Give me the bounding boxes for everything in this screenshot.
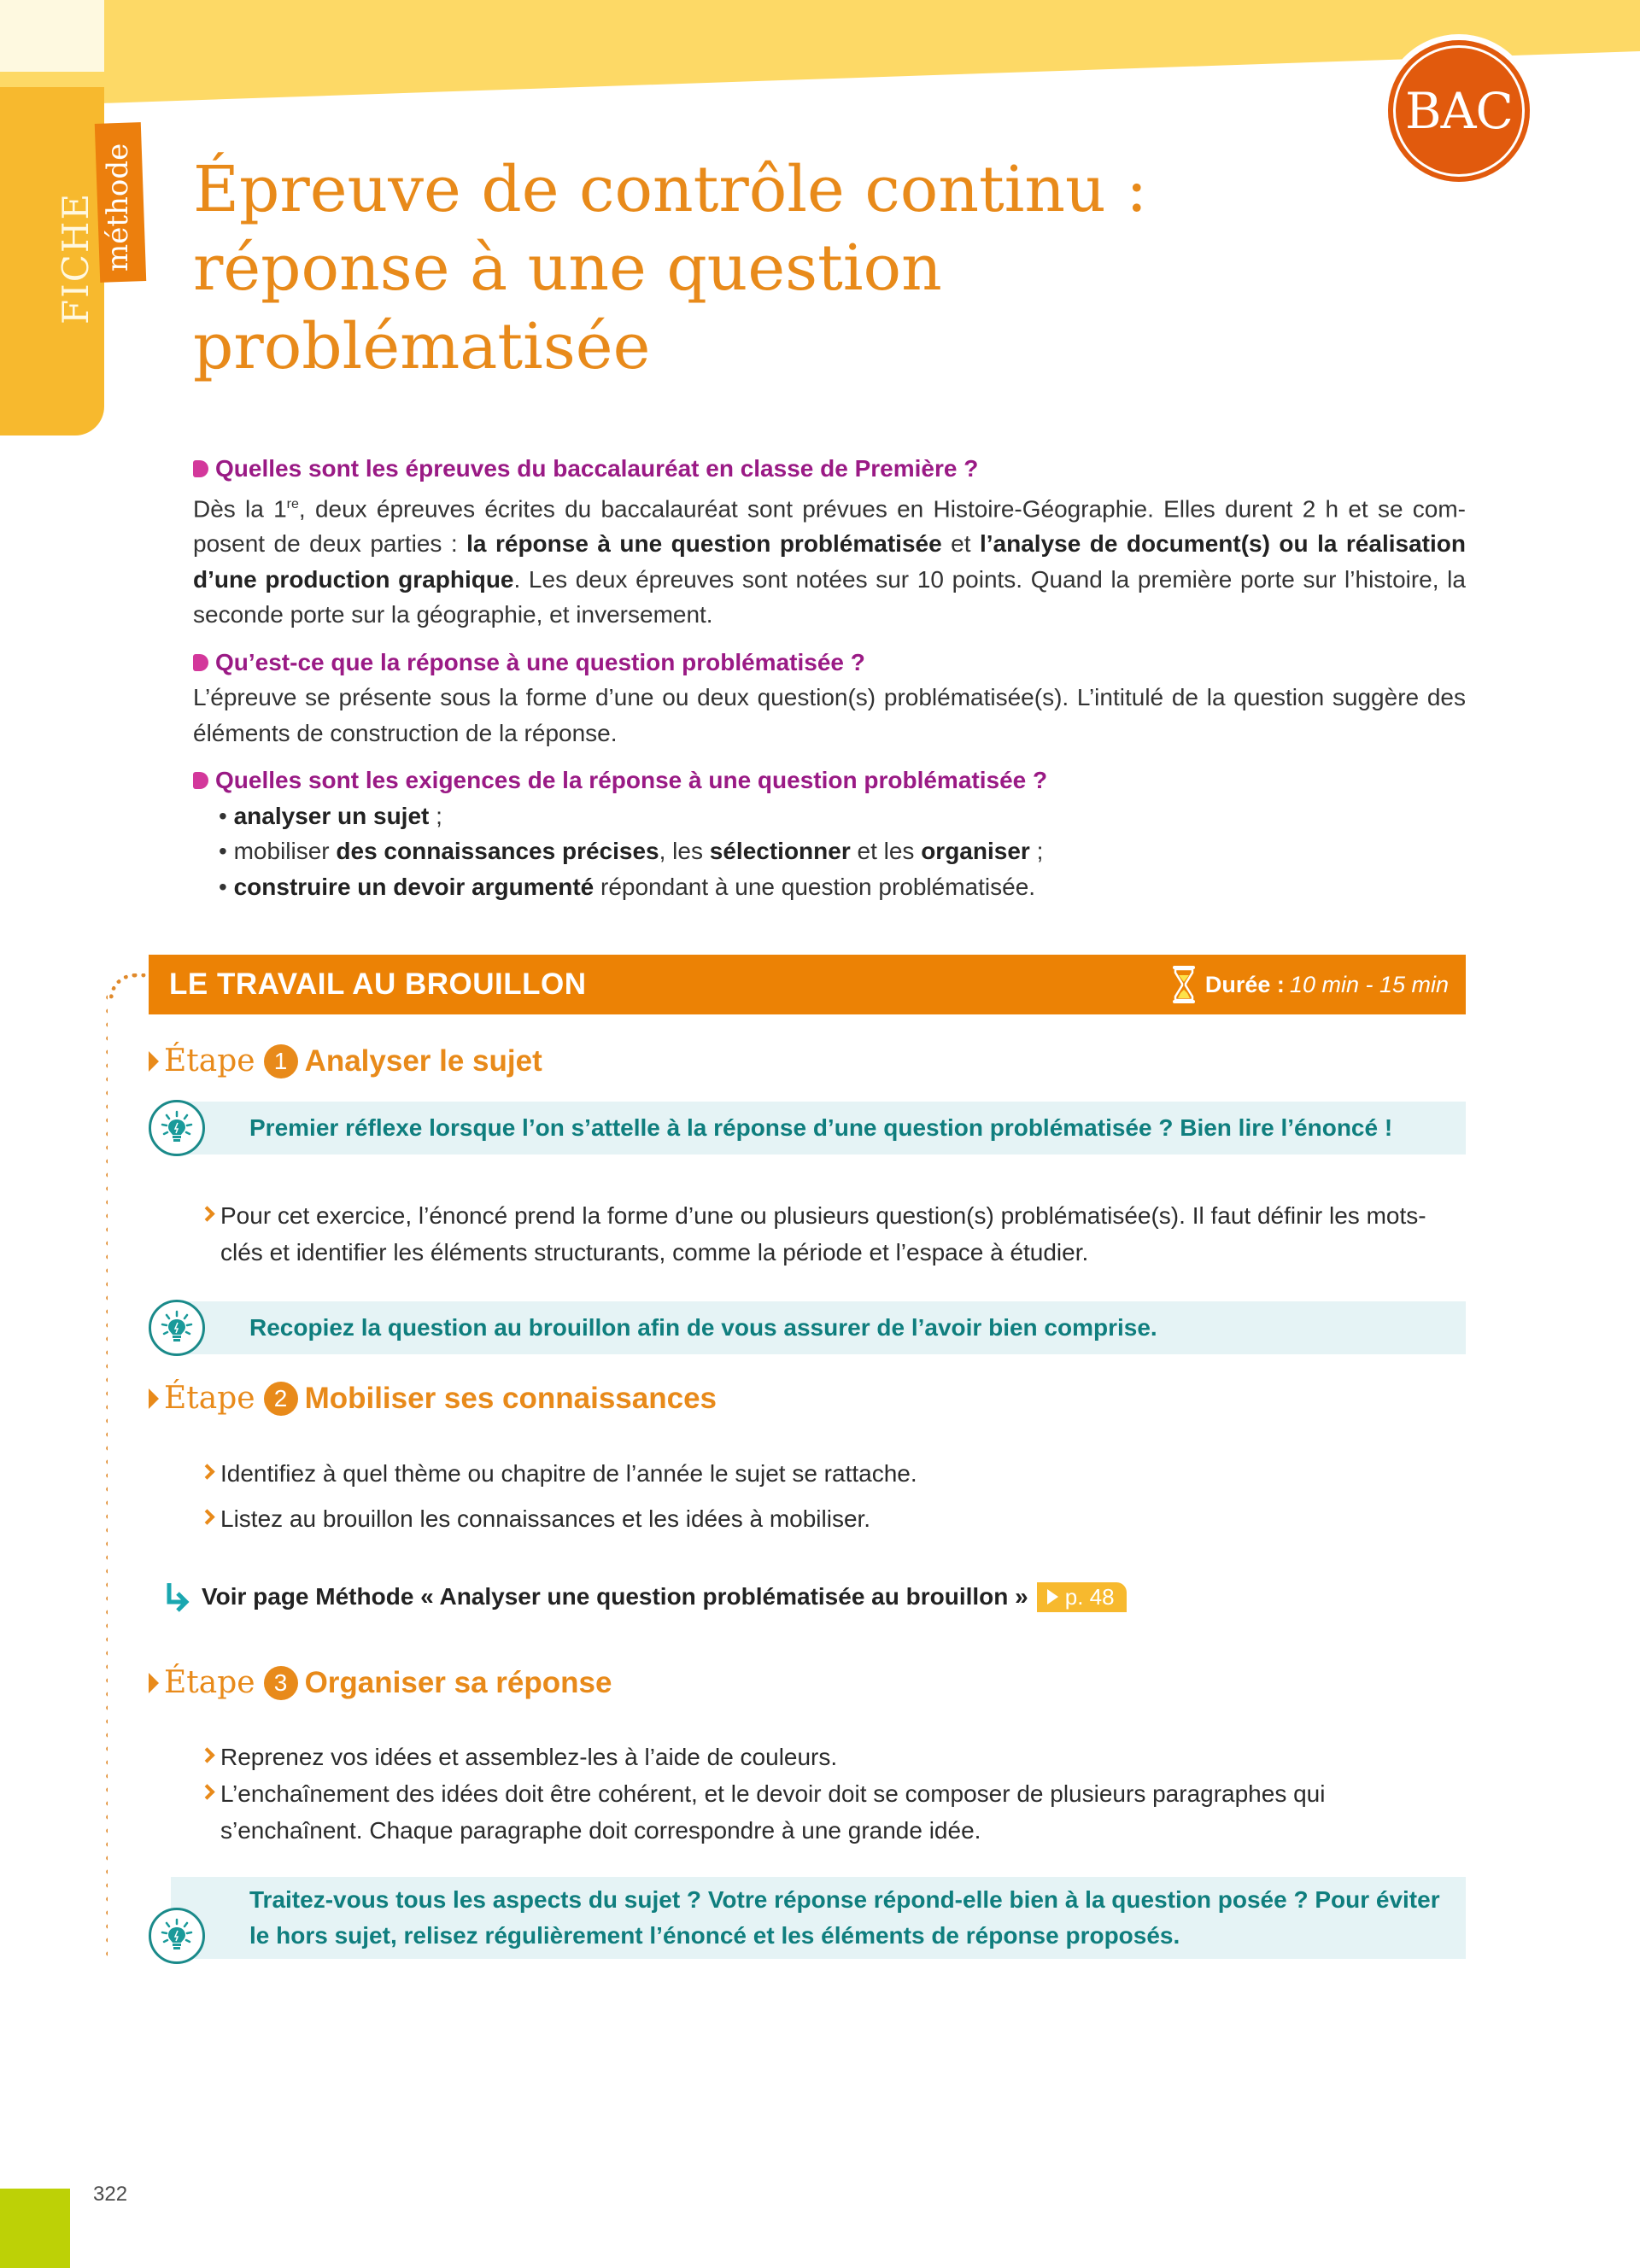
lightbulb-glyph: [158, 1309, 196, 1347]
question-block-3: [193, 763, 1466, 904]
page-reference-badge[interactable]: [1037, 1582, 1127, 1612]
question-block-1: [193, 451, 1466, 633]
bullet-marker-icon: [193, 654, 208, 671]
text: , les: [659, 838, 710, 865]
step-1-points: [198, 1197, 1462, 1271]
bold-text: organiser: [921, 838, 1030, 865]
dotted-rail-corner: [109, 973, 152, 999]
duration-label: Durée :: [1204, 971, 1285, 997]
text: . Les deux épreuves sont notées sur 10 points. Quand la première porte sur l’histoire, la seconde porte sur la géographie, et inversement.: [193, 565, 1466, 628]
list-item: • construire un devoir argumenté répondant à une question problématisée.: [219, 873, 1036, 900]
methode-label: méthode: [101, 143, 135, 272]
step-title: Organiser sa réponse: [304, 1665, 612, 1699]
question-heading-text: Qu’est-ce que la réponse à une question problématisée ?: [215, 648, 865, 675]
page-title-line: problématisée: [193, 310, 651, 383]
bullet-marker-icon: [193, 772, 208, 789]
intro-section: [193, 451, 1466, 916]
list-item: • mobiliser des connaissances précises, les sélectionner et les organiser ;: [219, 838, 1044, 865]
bac-badge: [1382, 34, 1536, 188]
list-item: Pour cet exercice, l’énoncé prend la forme d’une ou plusieurs question(s) problématisée(s). Il faut définir les mots-clés et identifier les éléments structurants, comme la période et l’espace à étudier.: [198, 1197, 1462, 1271]
step-word: Étape: [164, 1381, 255, 1416]
footer-color-block: [0, 2189, 70, 2268]
text: et les: [850, 838, 922, 865]
bold-text: des connaissances précises: [336, 838, 659, 865]
triangle-right-icon: [149, 1051, 159, 1072]
bold-text: sélectionner: [709, 838, 851, 865]
section-title: LE TRAVAIL AU BROUILLON: [169, 967, 587, 1001]
triangle-right-icon: [149, 1388, 159, 1409]
lightbulb-glyph: [158, 1109, 196, 1147]
play-icon: [1047, 1589, 1058, 1605]
step-2-heading: [149, 1381, 717, 1416]
bold-text: analyser un sujet: [233, 802, 430, 829]
step-number-badge: 3: [264, 1666, 298, 1700]
bold-text: la réponse à une question problématisée: [466, 530, 942, 558]
tip-text: Recopiez la question au brouillon afin de vous assurer de l’avoir bien comprise.: [249, 1314, 1157, 1341]
return-arrow-icon: [164, 1581, 190, 1612]
page-title-line: réponse à une question: [193, 231, 942, 305]
bold-text: l’analyse de document(s) ou la réalisation d’une production graphique: [193, 530, 1466, 593]
hourglass-icon: [1171, 965, 1197, 1004]
bold-text: construire un devoir argumenté: [233, 873, 594, 900]
lightbulb-glyph: [158, 1917, 196, 1955]
tip-text: Traitez-vous tous les aspects du sujet ? Votre réponse répond-elle bien à la question posée ? Pour éviter le hors sujet, relisez régulièrement l’énoncé et les éléments de réponse proposés.: [249, 1886, 1440, 1949]
question-block-2: [193, 645, 1466, 751]
step-word: Étape: [164, 1665, 255, 1700]
see-also-text: Voir page Méthode « Analyser une question problématisée au brouillon »: [202, 1583, 1028, 1610]
text: Dès la 1: [193, 494, 287, 522]
list-item: Listez au brouillon les connaissances et les idées à mobiliser.: [198, 1500, 1462, 1537]
text: répondant à une question problématisée.: [594, 873, 1036, 900]
tip-text: Premier réflexe lorsque l’on s’attelle à la réponse d’une question problématisée ? Bien lire l’énoncé !: [249, 1114, 1393, 1141]
bullet-marker-icon: [193, 460, 208, 477]
text: ;: [1029, 838, 1044, 865]
triangle-right-icon: [149, 1673, 159, 1693]
step-3-points: [198, 1739, 1462, 1849]
list-item: Identifiez à quel thème ou chapitre de l’année le sujet se rattache.: [198, 1455, 1462, 1492]
question-heading-text: Quelles sont les épreuves du baccalauréat en classe de Première ?: [215, 455, 979, 482]
dotted-rail: [106, 991, 108, 1964]
bac-badge-text: BAC: [1405, 82, 1513, 140]
lightbulb-icon: [149, 1100, 205, 1156]
duration-value: 10 min - 15 min: [1289, 971, 1449, 997]
bac-badge-circle: [1388, 40, 1530, 182]
step-2-points: [198, 1455, 1462, 1537]
lightbulb-icon: [149, 1908, 205, 1964]
text: et: [941, 530, 980, 558]
list-item: Reprenez vos idées et assemblez-les à l’aide de couleurs.: [198, 1739, 1462, 1775]
lightbulb-icon: [149, 1300, 205, 1356]
question-heading: [193, 451, 1466, 487]
question-heading-text: Quelles sont les exigences de la réponse à une question problématisée ?: [215, 767, 1048, 794]
step-number-badge: 2: [264, 1382, 298, 1416]
page-reference-text: p. 48: [1064, 1583, 1115, 1610]
list-item: • analyser un sujet ;: [219, 802, 442, 829]
step-title: Analyser le sujet: [304, 1043, 542, 1078]
step-3-heading: [149, 1665, 612, 1700]
question-heading: [193, 763, 1466, 798]
text: , deux épreuves écrites du baccalauréat sont prévues en Histoire-Géographie. Elles durent 2 h et se composent de deux parties :: [193, 494, 1466, 558]
superscript: re: [286, 496, 299, 511]
question-heading: [193, 645, 1466, 681]
question-body: L’épreuve se présente sous la forme d’une ou deux question(s) problématisée(s). L’intitulé de la question suggère des éléments de construction de la réponse.: [193, 684, 1466, 746]
page-title-line: Épreuve de contrôle continu :: [193, 153, 1148, 226]
question-body: [193, 487, 1466, 633]
step-1-heading: [149, 1043, 542, 1078]
page-number: 322: [93, 2183, 128, 2206]
header-corner: [0, 0, 104, 72]
tip-box: [171, 1102, 1466, 1154]
text: mobiliser: [233, 838, 337, 865]
requirements-list: [193, 798, 1466, 905]
duration: [1171, 965, 1449, 1004]
tip-box: [171, 1877, 1466, 1959]
section-header-bar: [149, 955, 1466, 1014]
step-word: Étape: [164, 1043, 255, 1078]
page-title: [193, 150, 1303, 386]
text: ;: [429, 802, 442, 829]
list-item: L’enchaînement des idées doit être cohérent, et le devoir doit se composer de plusieurs paragraphes qui s’enchaînent. Chaque paragraphe doit correspondre à une grande idée.: [198, 1775, 1462, 1849]
step-number-badge: 1: [264, 1044, 298, 1078]
tip-box: [171, 1301, 1466, 1354]
fiche-label: FICHE: [55, 191, 97, 324]
see-also-link[interactable]: [164, 1581, 1127, 1612]
step-title: Mobiliser ses connaissances: [304, 1381, 718, 1415]
